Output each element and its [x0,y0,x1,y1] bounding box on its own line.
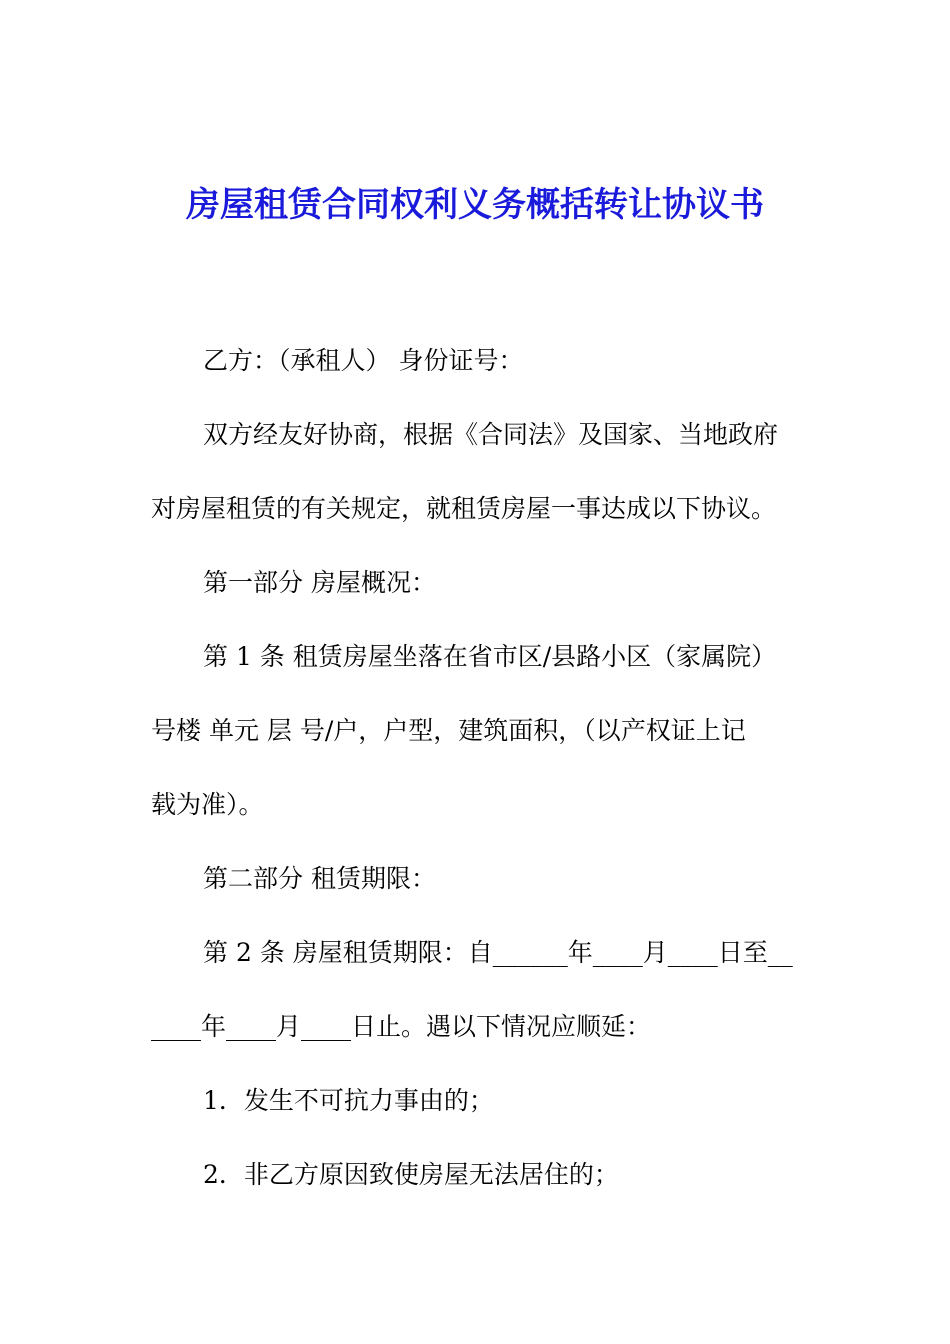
party-b-line: 乙方：（承租人） 身份证号： [203,346,524,375]
article-1-line-2: 号楼 单元 层 号/户，户型，建筑面积，（以产权证上记 [151,716,746,745]
article-2-line-1: 第 2 条 房屋租赁期限：自______年____月____日至__ [203,938,793,967]
document-title: 房屋租赁合同权利义务概括转让协议书 [186,185,764,225]
section-2-heading: 第二部分 租赁期限： [203,864,436,893]
article-1-line-3: 载为准）。 [151,790,264,819]
article-2-line-2: ____年____月____日止。遇以下情况应顺延： [151,1012,652,1041]
document-body [151,324,801,1212]
article-1-line-1: 第 1 条 租赁房屋坐落在省市区/县路小区（家属院） [203,642,777,671]
list-item-1: 1．发生不可抗力事由的； [203,1086,494,1115]
list-item-2: 2．非乙方原因致使房屋无法居住的； [203,1160,619,1189]
paragraph-intro-line-1: 双方经友好协商，根据《合同法》及国家、当地政府 [203,420,779,449]
section-1-heading: 第一部分 房屋概况： [203,568,436,597]
paragraph-intro-line-2: 对房屋租赁的有关规定，就租赁房屋一事达成以下协议。 [151,494,777,523]
